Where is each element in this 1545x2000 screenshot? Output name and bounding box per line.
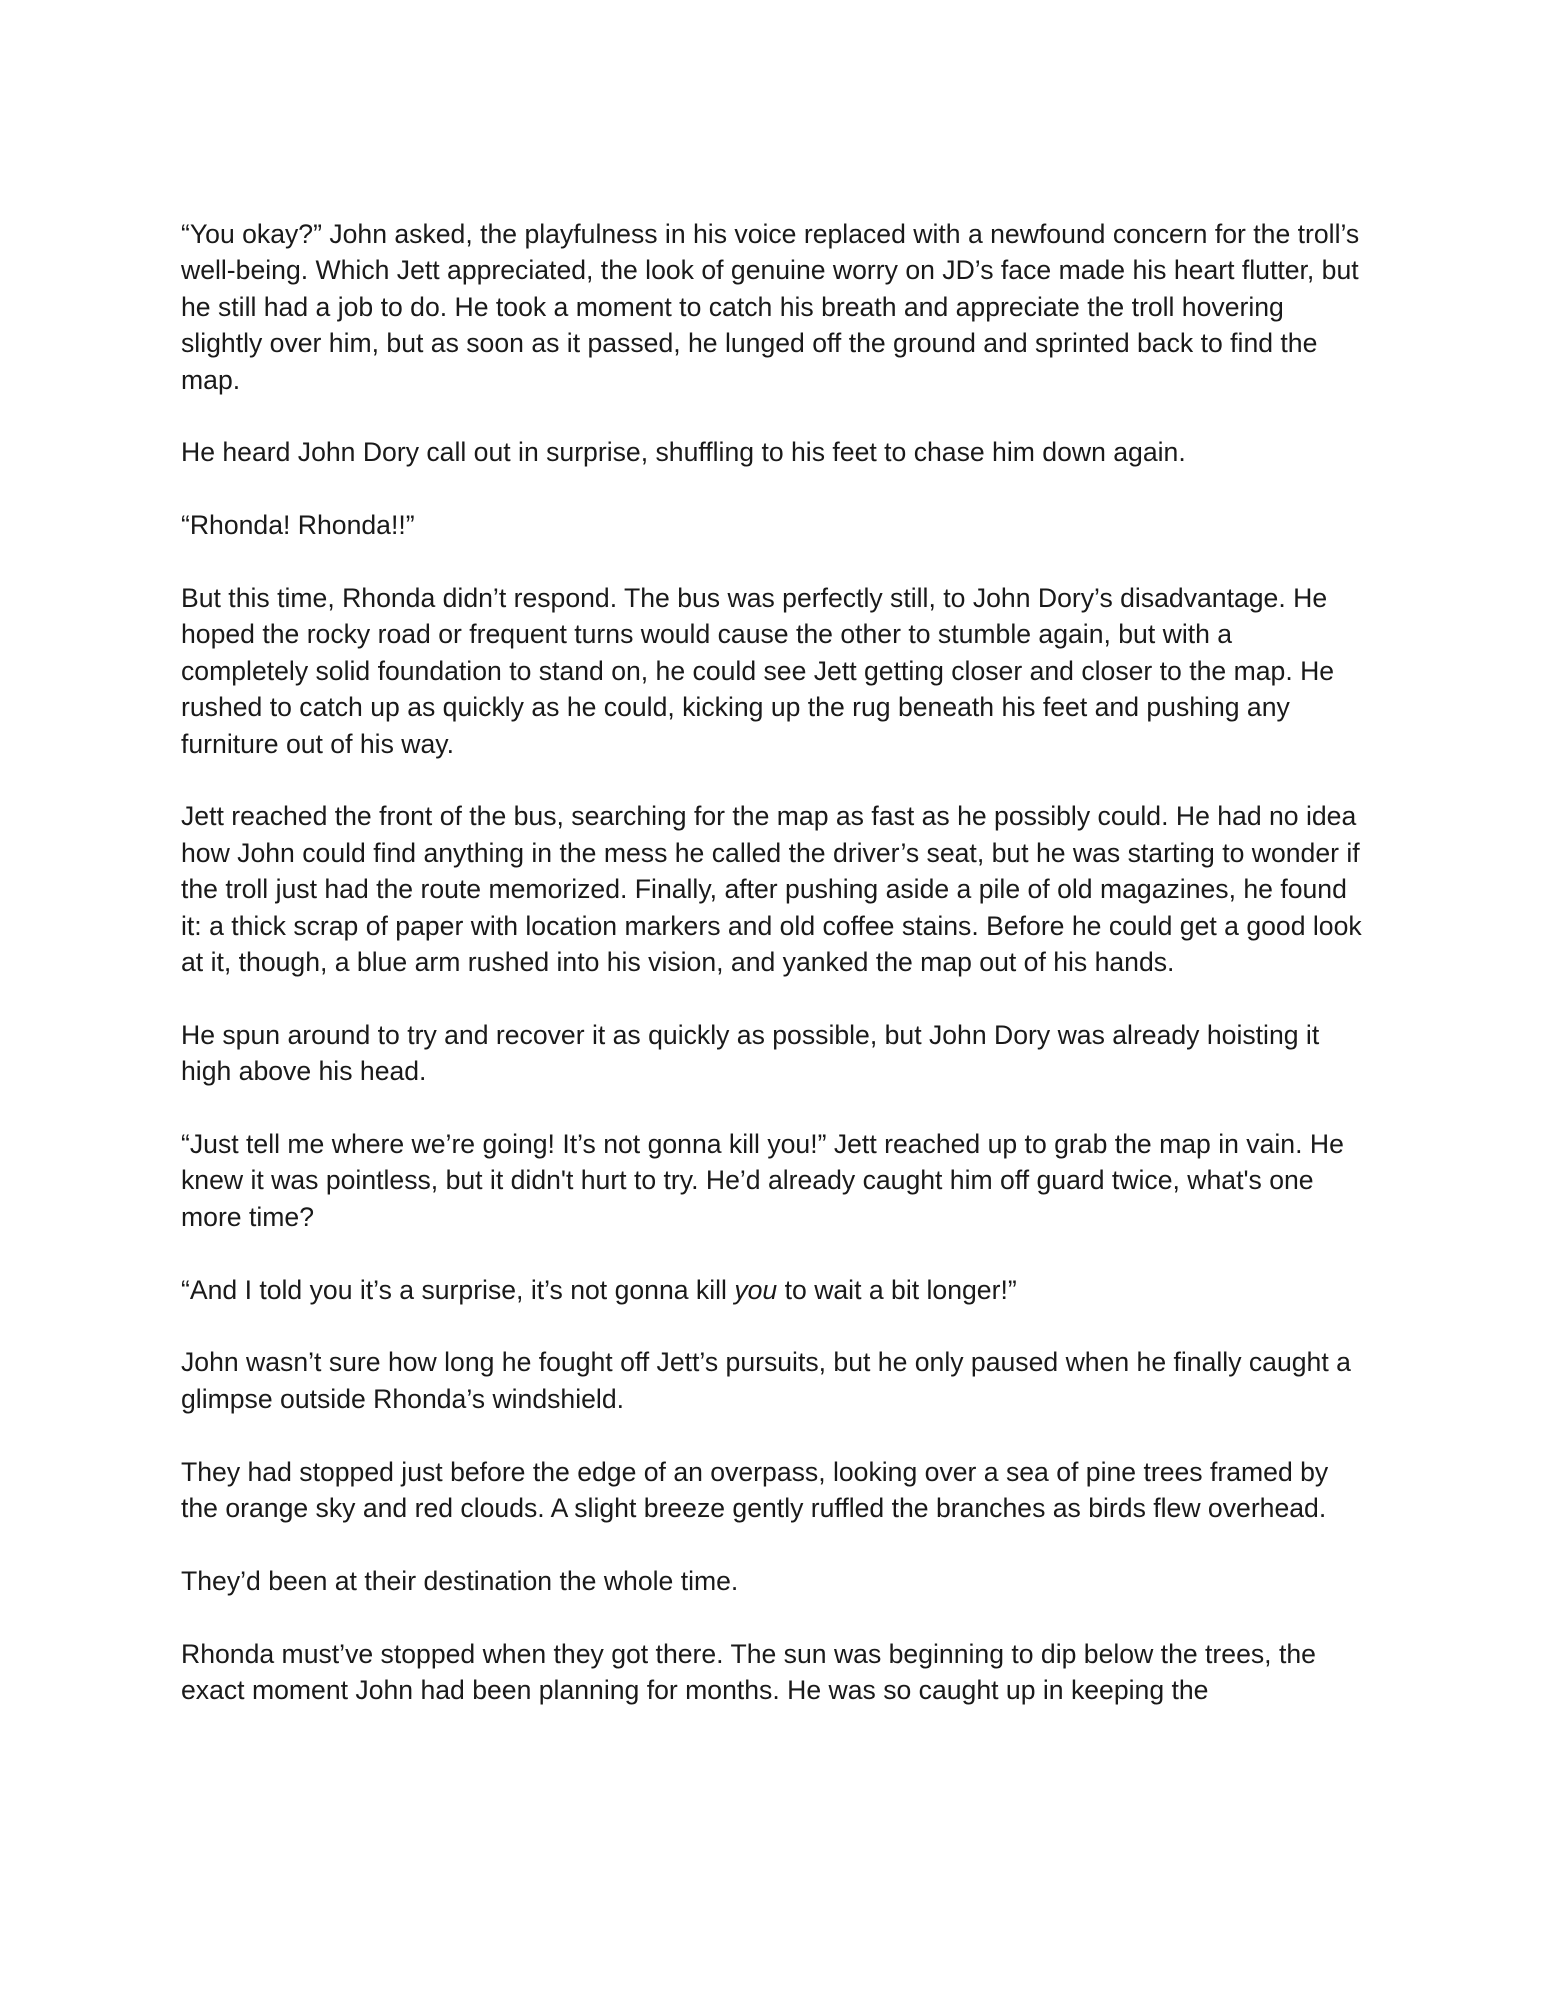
paragraph-text: “And I told you it’s a surprise, it’s not gonna kill — [181, 1274, 735, 1305]
paragraph: “You okay?” John asked, the playfulness in his voice replaced with a newfound concern for the troll’s well-being. Which Jett appreciated, the look of genuine worry on JD’s face made his heart flutter, but he still had a job to do. He took a moment to catch his breath and appreciate the troll hovering slightly over him, but as soon as it passed, he lunged off the ground and sprinted back to find the map. — [181, 219, 1360, 395]
paragraph: But this time, Rhonda didn’t respond. The bus was perfectly still, to John Dory’s disadvantage. He hoped the rocky road or frequent turns would cause the other to stumble again, but with a completely solid foundation to stand on, he could see Jett getting closer and closer to the map. He rushed to catch up as quickly as he could, kicking up the rug beneath his feet and pushing any furniture out of his way. — [181, 583, 1335, 759]
paragraph: John wasn’t sure how long he fought off Jett’s pursuits, but he only paused when he finally caught a glimpse outside Rhonda’s windshield. — [181, 1347, 1351, 1414]
paragraph: “Rhonda! Rhonda!!” — [181, 510, 415, 541]
emphasized-word: you — [734, 1274, 778, 1305]
paragraph: He spun around to try and recover it as quickly as possible, but John Dory was already hoisting it high above his head. — [181, 1019, 1320, 1087]
paragraph: He heard John Dory call out in surprise, shuffling to his feet to chase him down again. — [181, 437, 1186, 468]
paragraph: Jett reached the front of the bus, searching for the map as fast as he possibly could. He had no idea how John could find anything in the mess he called the driver’s seat, but he was starting to wonder if the troll just had the route memorized. Finally, after pushing aside a pile of old magazines, he found it: a thick scrap of paper with location markers and old coffee stains. Before he could get a good look at it, though, a blue arm rushed into his vision, and yanked the map out of his hands. — [181, 801, 1362, 978]
paragraph: Rhonda must’ve stopped when they got there. The sun was beginning to dip below the trees, the exact moment John had been planning for months. He was so caught up in keeping the — [181, 1638, 1316, 1706]
paragraph-text: to wait a bit longer!” — [777, 1274, 1017, 1305]
story-text — [181, 216, 1366, 1708]
paragraph: “Just tell me where we’re going! It’s not gonna kill you!” Jett reached up to grab the map in vain. He knew it was pointless, but it didn't hurt to try. He’d already caught him off guard twice, what's one more time? — [181, 1129, 1344, 1232]
paragraph-with-emphasis — [181, 1272, 1366, 1308]
paragraph: They had stopped just before the edge of an overpass, looking over a sea of pine trees framed by the orange sky and red clouds. A slight breeze gently ruffled the branches as birds flew overhead. — [181, 1456, 1329, 1524]
paragraph: They’d been at their destination the whole time. — [181, 1565, 739, 1596]
